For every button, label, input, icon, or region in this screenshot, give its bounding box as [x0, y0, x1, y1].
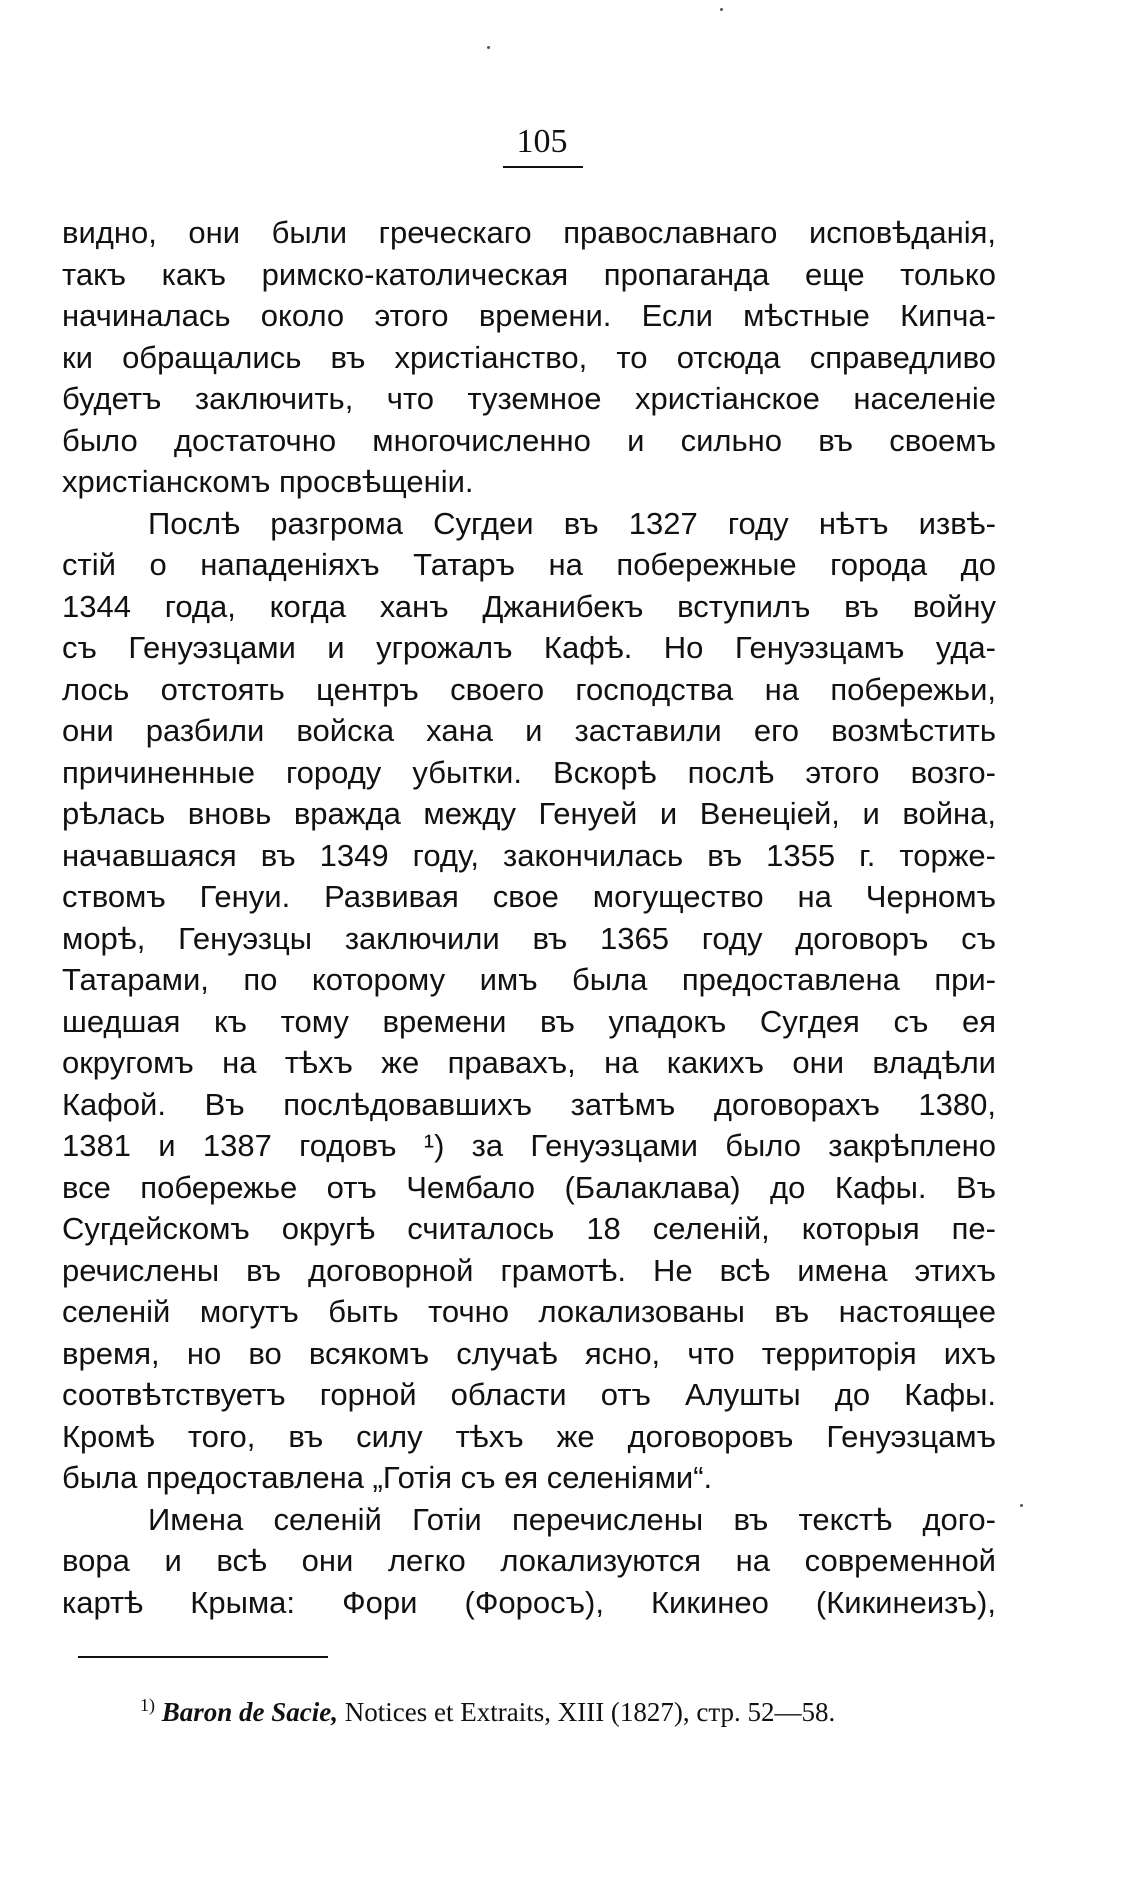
- text-line: картѣ Крыма: Фори (Форосъ), Кикинео (Кикинеизъ),: [62, 1584, 996, 1620]
- text-line: шедшая къ тому времени въ упадокъ Сугдея съ ея: [62, 1003, 996, 1039]
- paper-speck: [1020, 1504, 1023, 1507]
- text-line: видно, они были греческаго православнаго исповѣданія,: [62, 215, 996, 250]
- paragraph-1: [62, 212, 996, 503]
- text-line: Имена селеній Готіи перечислены въ текстѣ дого-: [148, 1501, 996, 1537]
- text-line: Сугдейскомъ округѣ считалось 18 селеній, которыя пе-: [62, 1211, 996, 1246]
- text-line: округомъ на тѣхъ же правахъ, на какихъ они владѣли: [62, 1045, 996, 1080]
- text-line: такъ какъ римско-католическая пропаганда еще только: [62, 256, 996, 292]
- footnote-citation: Notices et Extraits, XIII (1827), стр. 52—58.: [338, 1697, 836, 1727]
- page-number: 105: [516, 123, 568, 160]
- text-line: съ Генуэзцами и угрожалъ Кафѣ. Но Генуэзцамъ уда-: [62, 630, 996, 665]
- text-line: Татарами, по которому имъ была предоставлена при-: [62, 962, 996, 997]
- text-line: морѣ, Генуэзцы заключили въ 1365 году договоръ съ: [62, 920, 996, 956]
- text-line: лось отстоять центръ своего господства на побережьи,: [62, 671, 996, 707]
- text-line: Кафой. Въ послѣдовавшихъ затѣмъ договорахъ 1380,: [62, 1086, 996, 1122]
- text-line: селеній могутъ быть точно локализованы въ настоящее: [62, 1294, 996, 1329]
- paragraph-2: [62, 503, 996, 1499]
- footnote-separator: [78, 1656, 328, 1658]
- text-line: причиненные городу убытки. Вскорѣ послѣ этого возго-: [62, 754, 996, 790]
- text-line: ки обращались въ христіанство, то отсюда справедливо: [62, 339, 996, 375]
- text-line: речислены въ договорной грамотѣ. Не всѣ имена этихъ: [62, 1252, 996, 1288]
- text-line: 1381 и 1387 годовъ ¹) за Генуэзцами было закрѣплено: [62, 1128, 996, 1163]
- text-line: ствомъ Генуи. Развивая свое могущество на Черномъ: [62, 879, 996, 914]
- paper-speck: [720, 8, 723, 11]
- body-text: [62, 212, 996, 1623]
- text-line: начиналась около этого времени. Если мѣстные Кипча-: [62, 298, 996, 333]
- paper-speck: [487, 46, 490, 49]
- text-line: была предоставлена „Готія съ ея селеніями“.: [62, 1460, 713, 1495]
- text-line: начавшаяся въ 1349 году, закончилась въ 1355 г. торже-: [62, 837, 996, 873]
- paragraph-3: [62, 1499, 996, 1624]
- text-line: будетъ заключить, что туземное христіанское населеніе: [62, 381, 996, 416]
- text-line: вора и всѣ они легко локализуются на современной: [62, 1543, 996, 1578]
- text-line: 1344 года, когда ханъ Джанибекъ вступилъ въ войну: [62, 588, 996, 624]
- footnote-author: Baron de Sacie,: [161, 1697, 339, 1727]
- page-number-underline: [503, 166, 583, 168]
- text-line: христіанскомъ просвѣщеніи.: [62, 464, 474, 499]
- text-line: Кромѣ того, въ силу тѣхъ же договоровъ Генуэзцамъ: [62, 1418, 996, 1454]
- text-line: все побережье отъ Чембало (Балаклава) до Кафы. Въ: [62, 1169, 996, 1205]
- text-line: они разбили войска хана и заставили его возмѣстить: [62, 713, 996, 748]
- text-line: соотвѣтствуетъ горной области отъ Алушты до Кафы.: [62, 1377, 996, 1412]
- footnote-mark: 1): [140, 1695, 155, 1715]
- text-line: Послѣ разгрома Сугдеи въ 1327 году нѣтъ извѣ-: [148, 505, 996, 541]
- text-line: было достаточно многочисленно и сильно въ своемъ: [62, 422, 996, 458]
- footnote: [140, 1688, 1000, 1729]
- text-line: рѣлась вновь вражда между Генуей и Венеціей, и война,: [62, 796, 996, 831]
- text-line: стій о нападеніяхъ Татаръ на побережные города до: [62, 547, 996, 582]
- text-line: время, но во всякомъ случаѣ ясно, что территорія ихъ: [62, 1335, 996, 1371]
